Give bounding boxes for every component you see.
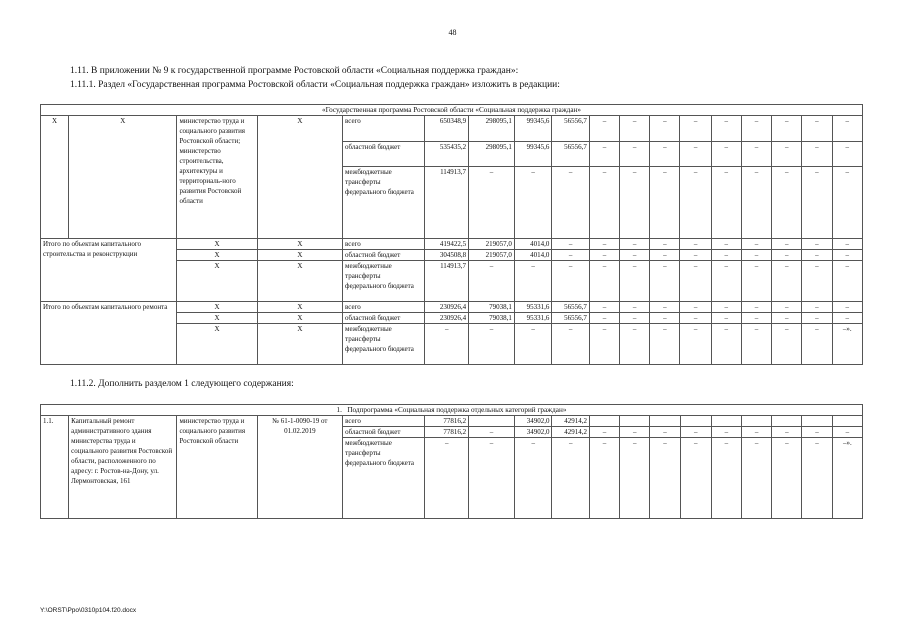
cell-total-construction-label: Итого по объектам капитального строительства и реконструкции: [41, 239, 177, 302]
cell-value: 114913,7: [425, 261, 469, 302]
cell-value: –: [552, 261, 589, 302]
cell-value: –: [832, 141, 862, 167]
cell-value: –: [802, 438, 832, 519]
cell-value: –: [620, 167, 650, 239]
cell-value: –: [742, 427, 772, 438]
cell-value: –: [802, 313, 832, 324]
cell-value: –: [680, 250, 711, 261]
cell-value: –: [802, 141, 832, 167]
cell-row-number: 1.1.: [41, 416, 69, 519]
cell-funding-type: областной бюджет: [343, 427, 425, 438]
cell-value: –: [514, 438, 552, 519]
cell-value: –: [741, 116, 771, 142]
cell-value: –: [425, 438, 469, 519]
cell-value: –: [650, 141, 680, 167]
cell-value: –: [802, 302, 832, 313]
cell-value: 535435,2: [425, 141, 469, 167]
cell-value: 99345,6: [514, 116, 551, 142]
cell-value: –: [620, 324, 650, 365]
cell-value: 99345,6: [514, 141, 551, 167]
cell-value: 56556,7: [552, 116, 589, 142]
cell-value: –: [620, 239, 650, 250]
cell-value: –: [680, 302, 711, 313]
cell-value: –: [832, 427, 862, 438]
cell-value: –: [469, 427, 515, 438]
cell-value: –: [802, 167, 832, 239]
cell-value: 219057,0: [469, 239, 515, 250]
subprogram-number: 1.: [336, 406, 342, 414]
cell-value: –».: [832, 438, 862, 519]
cell-value: –: [650, 250, 680, 261]
cell-value: –: [650, 427, 680, 438]
cell-value: –: [741, 167, 771, 239]
cell-x: Х: [257, 250, 342, 261]
cell-value: –: [741, 261, 771, 302]
cell-value: –: [772, 141, 802, 167]
cell-x: Х: [257, 116, 342, 239]
cell-value: [620, 416, 650, 427]
cell-value: –: [552, 324, 589, 365]
cell-value: –: [469, 438, 515, 519]
cell-value: –: [620, 250, 650, 261]
cell-value: 304508,8: [425, 250, 469, 261]
cell-value: [742, 416, 772, 427]
cell-value: –: [711, 313, 741, 324]
cell-value: 298095,1: [469, 116, 515, 142]
cell-value: –: [741, 250, 771, 261]
cell-value: –: [832, 167, 862, 239]
cell-value: –: [469, 324, 515, 365]
cell-value: –: [589, 116, 619, 142]
page-number: 48: [448, 28, 457, 37]
cell-value: –: [802, 261, 832, 302]
subprogram-caption: [41, 405, 863, 416]
cell-value: –: [650, 261, 680, 302]
cell-value: –: [425, 324, 469, 365]
cell-value: –: [802, 116, 832, 142]
cell-value: 77816,2: [425, 416, 469, 427]
cell-value: –: [741, 324, 771, 365]
cell-value: –: [772, 324, 802, 365]
cell-value: –: [711, 250, 741, 261]
cell-x: Х: [177, 261, 257, 302]
cell-value: –: [802, 324, 832, 365]
cell-value: [589, 416, 619, 427]
cell-funding-type: межбюджетные трансферты федерального бюджета: [343, 324, 425, 365]
cell-value: 42914,2: [552, 416, 590, 427]
cell-value: –: [589, 438, 619, 519]
cell-value: –: [650, 302, 680, 313]
cell-value: –: [741, 141, 771, 167]
cell-x: Х: [177, 250, 257, 261]
cell-value: –: [650, 167, 680, 239]
cell-value: –: [514, 167, 551, 239]
cell-value: –: [552, 438, 590, 519]
cell-value: –: [832, 239, 862, 250]
cell-funding-type: межбюджетные трансферты федерального бюджета: [343, 167, 425, 239]
cell-responsible-org: министерство труда и социального развития Ростовской области; министерство строительства, архитектуры и территориаль-ного развития Ростовской области: [177, 116, 257, 239]
cell-value: –: [589, 324, 619, 365]
cell-value: –: [650, 313, 680, 324]
cell-value: –: [620, 438, 650, 519]
cell-value: –: [711, 167, 741, 239]
cell-value: –: [832, 116, 862, 142]
cell-value: –: [469, 167, 515, 239]
cell-value: [772, 416, 802, 427]
cell-value: –: [711, 141, 741, 167]
cell-value: [680, 416, 711, 427]
cell-value: –: [650, 324, 680, 365]
cell-value: –: [620, 261, 650, 302]
cell-value: –: [514, 261, 551, 302]
cell-value: 4014,0: [514, 239, 551, 250]
cell-value: –: [589, 239, 619, 250]
paragraph-1-11: 1.11. В приложении № 9 к государственной программе Ростовской области «Социальная поддержка граждан»:: [70, 66, 519, 76]
cell-value: [650, 416, 680, 427]
cell-value: [711, 416, 741, 427]
cell-object-name: Капитальный ремонт административного здания министерства труда и социального развития Ростовской области, расположенного по адресу: г. Ростов-на-Дону, ул. Лермонтовская, 161: [69, 416, 177, 519]
cell-value: 298095,1: [469, 141, 515, 167]
paragraph-1-11-2: 1.11.2. Дополнить разделом 1 следующего содержания:: [70, 379, 294, 389]
cell-value: –: [772, 427, 802, 438]
cell-value: –: [711, 438, 741, 519]
cell-value: 650348,9: [425, 116, 469, 142]
cell-value: –: [772, 250, 802, 261]
subprogram-title: Подпрограмма «Социальная поддержка отдельных категорий граждан»: [347, 406, 567, 414]
cell-funding-type: всего: [343, 416, 425, 427]
table-caption: «Государственная программа Ростовской области «Социальная поддержка граждан»: [41, 105, 863, 116]
cell-funding-type: межбюджетные трансферты федерального бюджета: [343, 438, 425, 519]
cell-value: 4014,0: [514, 250, 551, 261]
cell-value: –: [832, 302, 862, 313]
cell-value: –: [552, 250, 589, 261]
cell-value: –: [772, 313, 802, 324]
cell-value: 56556,7: [552, 313, 589, 324]
cell-value: –: [620, 302, 650, 313]
cell-value: 95331,6: [514, 313, 551, 324]
cell-funding-type: межбюджетные трансферты федерального бюджета: [343, 261, 425, 302]
cell-value: –: [589, 313, 619, 324]
cell-x: Х: [177, 302, 257, 313]
cell-value: –: [772, 167, 802, 239]
cell-value: 56556,7: [552, 302, 589, 313]
cell-x: Х: [257, 261, 342, 302]
cell-value: –: [650, 116, 680, 142]
cell-value: –».: [832, 324, 862, 365]
paragraph-1-11-1: 1.11.1. Раздел «Государственная программа Ростовской области «Социальная поддержка граждан» изложить в редакции:: [70, 80, 560, 90]
cell-value: –: [514, 324, 551, 365]
cell-value: –: [772, 239, 802, 250]
cell-value: –: [680, 167, 711, 239]
cell-value: –: [772, 261, 802, 302]
cell-total-repair-label: Итого по объектам капитального ремонта: [41, 302, 177, 365]
cell-value: –: [832, 261, 862, 302]
cell-value: –: [802, 250, 832, 261]
cell-value: 230926,4: [425, 302, 469, 313]
cell-value: [832, 416, 862, 427]
cell-value: [802, 416, 832, 427]
cell-document-ref: № 61-1-0090-19 от 01.02.2019: [257, 416, 342, 519]
cell-value: –: [711, 302, 741, 313]
cell-value: 34902,0: [514, 416, 552, 427]
cell-value: –: [772, 302, 802, 313]
cell-value: –: [680, 239, 711, 250]
cell-value: –: [772, 438, 802, 519]
cell-value: –: [680, 261, 711, 302]
program-table: [40, 104, 863, 365]
cell-x: Х: [69, 116, 177, 239]
cell-funding-type: всего: [343, 302, 425, 313]
cell-value: 114913,7: [425, 167, 469, 239]
cell-value: –: [802, 427, 832, 438]
cell-value: –: [650, 438, 680, 519]
cell-value: –: [711, 324, 741, 365]
cell-value: 230926,4: [425, 313, 469, 324]
cell-value: 219057,0: [469, 250, 515, 261]
cell-value: –: [589, 261, 619, 302]
cell-value: 42914,2: [552, 427, 590, 438]
cell-value: –: [741, 302, 771, 313]
cell-value: –: [680, 141, 711, 167]
cell-value: –: [680, 438, 711, 519]
cell-value: –: [589, 167, 619, 239]
cell-x: Х: [257, 324, 342, 365]
cell-value: –: [802, 239, 832, 250]
cell-value: 79038,1: [469, 313, 515, 324]
cell-value: –: [469, 261, 515, 302]
cell-value: –: [620, 427, 650, 438]
cell-value: –: [589, 250, 619, 261]
cell-x: Х: [257, 313, 342, 324]
cell-value: –: [552, 239, 589, 250]
file-path-footer: Y:\ORST\Ppo\0310p104.f20.docx: [40, 607, 137, 614]
cell-value: –: [772, 116, 802, 142]
cell-x: Х: [177, 324, 257, 365]
cell-value: –: [711, 116, 741, 142]
cell-value: 95331,6: [514, 302, 551, 313]
cell-value: [469, 416, 515, 427]
cell-value: 79038,1: [469, 302, 515, 313]
cell-value: –: [589, 141, 619, 167]
cell-value: –: [589, 302, 619, 313]
cell-value: –: [680, 313, 711, 324]
subprogram-table: [40, 404, 863, 519]
cell-x: Х: [177, 239, 257, 250]
cell-value: 77816,2: [425, 427, 469, 438]
cell-x: Х: [257, 239, 342, 250]
cell-funding-type: областной бюджет: [343, 313, 425, 324]
cell-responsible-org: министерство труда и социального развития Ростовской области: [177, 416, 257, 519]
cell-value: –: [680, 427, 711, 438]
cell-x: Х: [257, 302, 342, 313]
cell-funding-type: всего: [343, 116, 425, 142]
cell-value: –: [711, 239, 741, 250]
cell-funding-type: областной бюджет: [343, 141, 425, 167]
cell-value: –: [741, 239, 771, 250]
cell-value: –: [680, 116, 711, 142]
cell-value: –: [711, 261, 741, 302]
cell-value: –: [650, 239, 680, 250]
cell-value: –: [620, 313, 650, 324]
cell-value: –: [620, 116, 650, 142]
cell-value: –: [620, 141, 650, 167]
cell-value: –: [741, 313, 771, 324]
cell-funding-type: всего: [343, 239, 425, 250]
cell-funding-type: областной бюджет: [343, 250, 425, 261]
cell-x: Х: [177, 313, 257, 324]
cell-value: 419422,5: [425, 239, 469, 250]
cell-value: –: [680, 324, 711, 365]
cell-value: 34902,0: [514, 427, 552, 438]
cell-value: –: [742, 438, 772, 519]
cell-value: –: [552, 167, 589, 239]
cell-x: Х: [41, 116, 69, 239]
cell-value: –: [832, 250, 862, 261]
cell-value: 56556,7: [552, 141, 589, 167]
cell-value: –: [589, 427, 619, 438]
cell-value: –: [711, 427, 741, 438]
cell-value: –: [832, 313, 862, 324]
